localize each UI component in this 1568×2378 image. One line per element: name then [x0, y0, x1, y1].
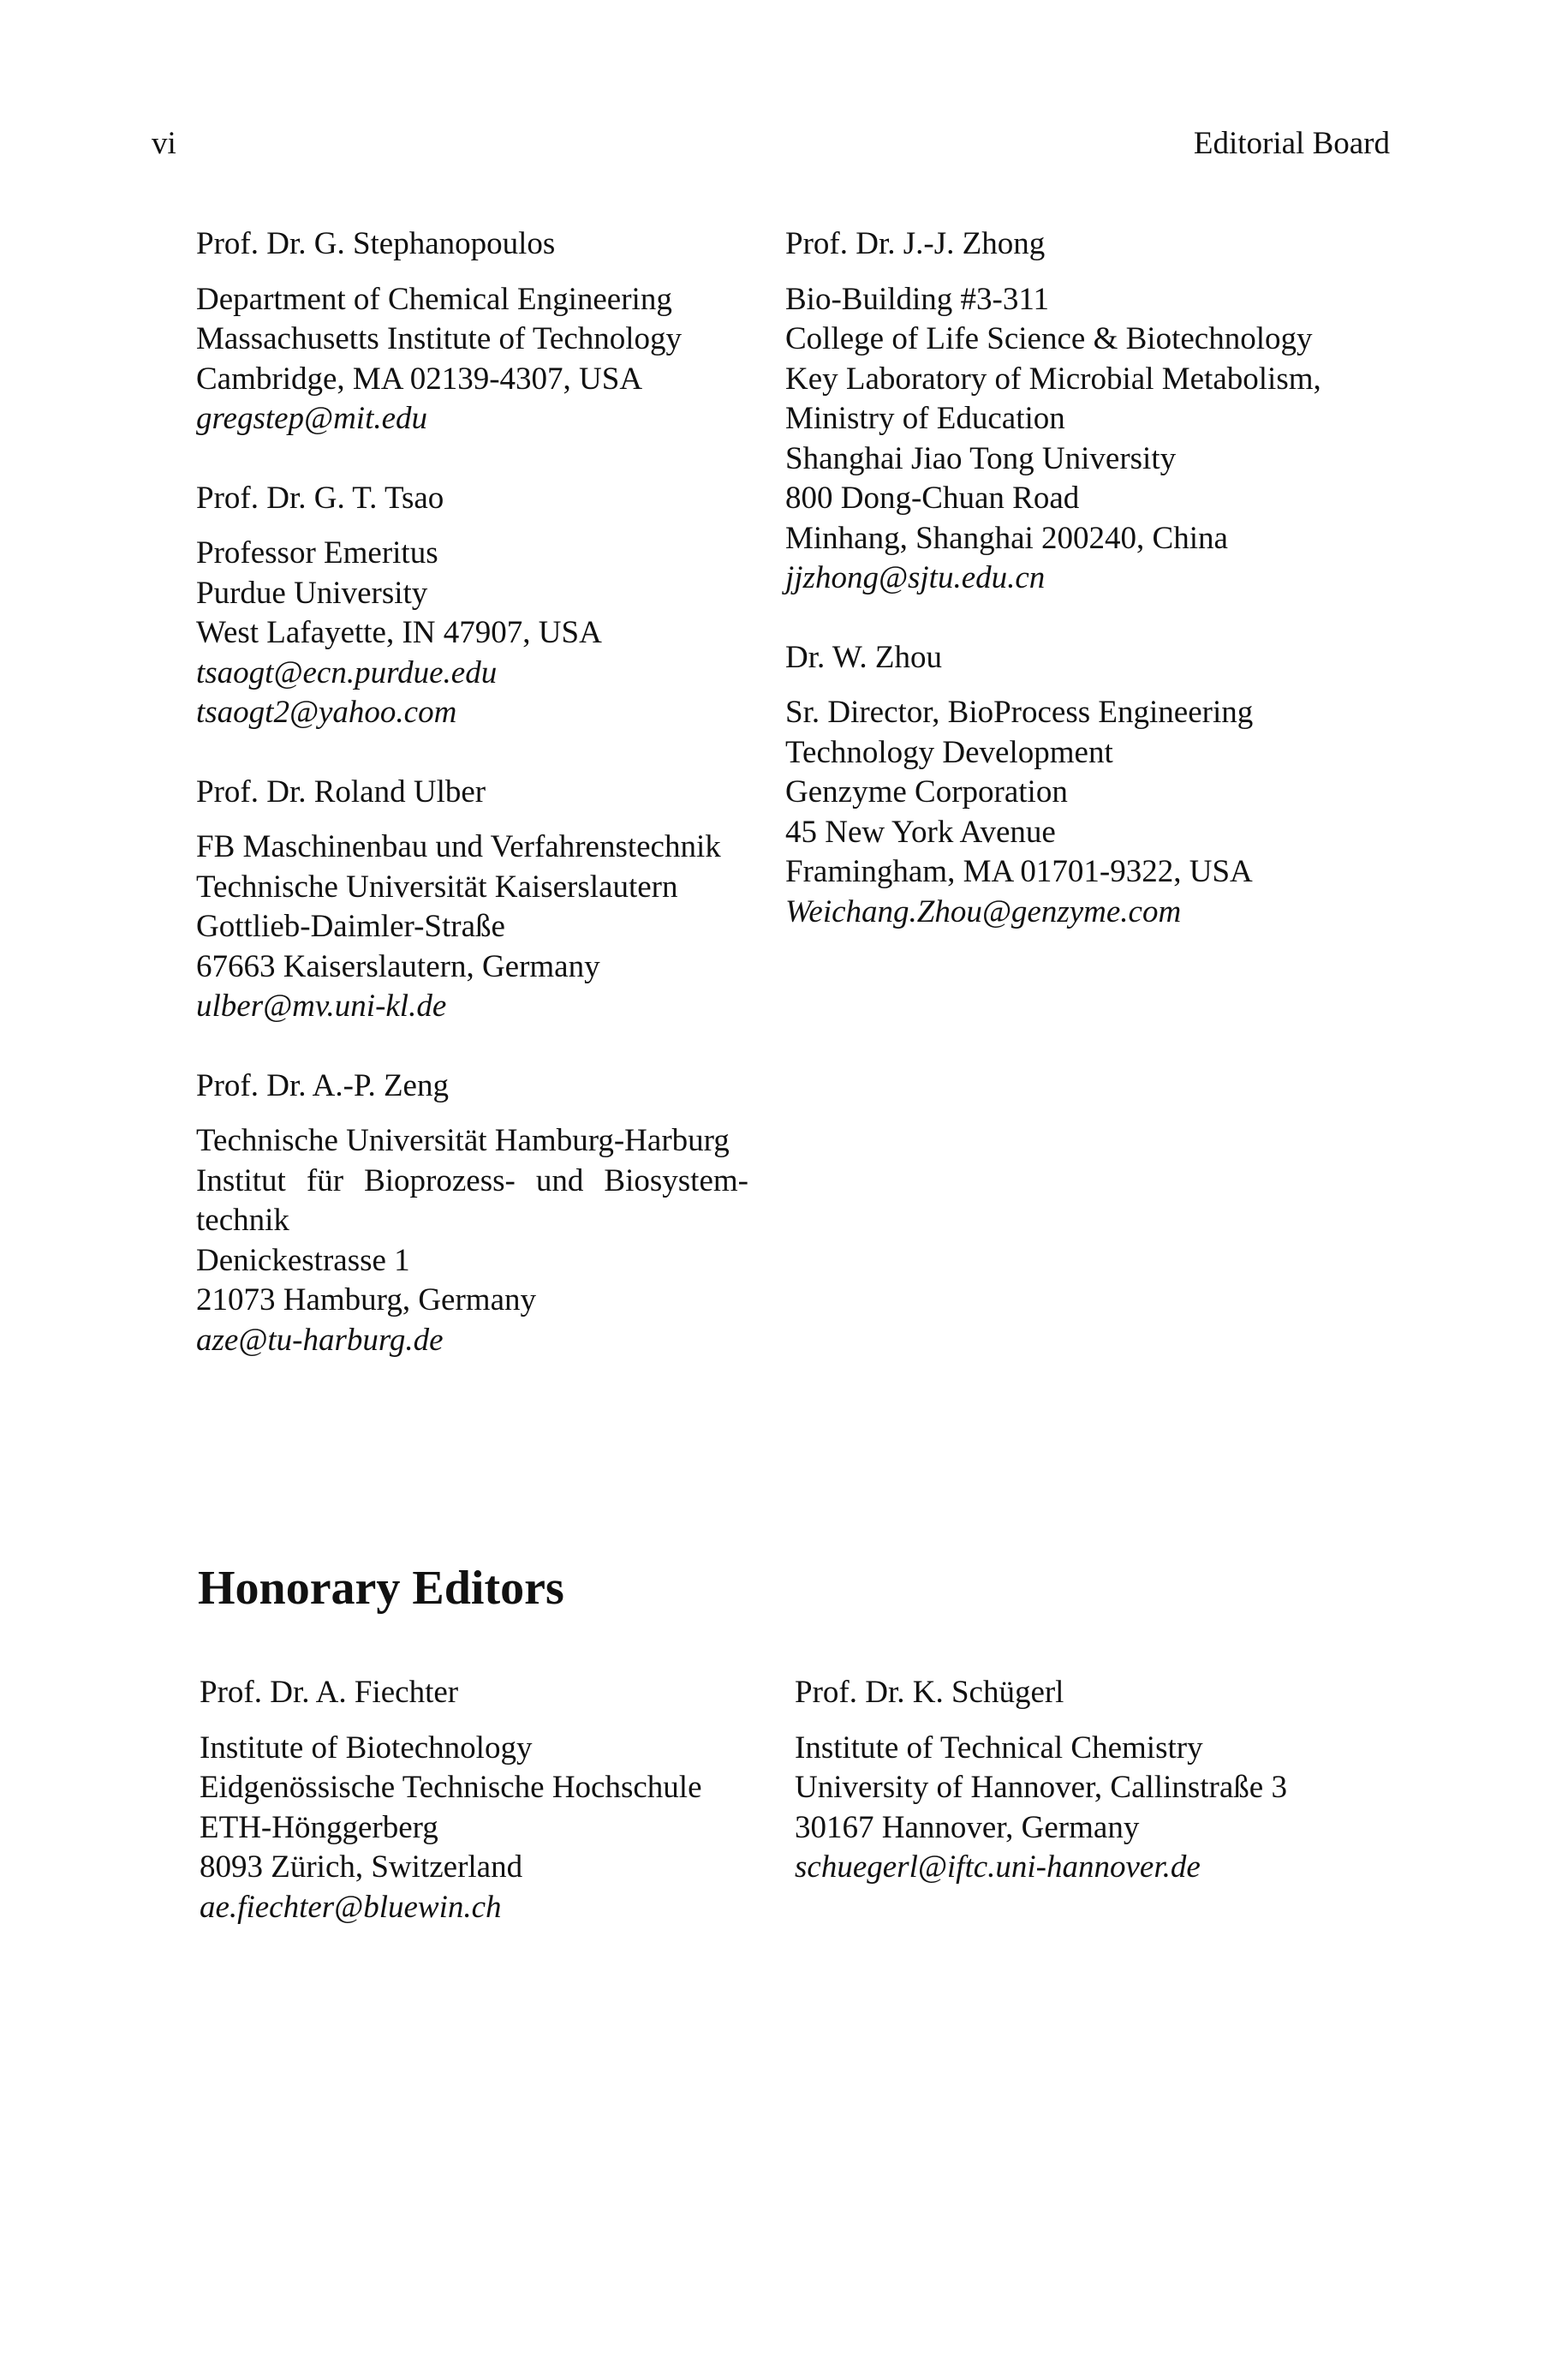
address-line: West Lafayette, IN 47907, USA — [196, 615, 602, 650]
address-line: 21073 Hamburg, Germany — [196, 1282, 536, 1317]
address-line: Purdue University — [196, 575, 428, 611]
address-line: ETH-Hönggerberg — [200, 1809, 438, 1845]
editor-name: Prof. Dr. A.-P. Zeng — [196, 1067, 449, 1103]
editor-column-right — [785, 224, 1402, 971]
address-line: Bio-Building #3-311 — [785, 281, 1049, 317]
section-title-honorary-editors: Honorary Editors — [198, 1562, 564, 1615]
email-link[interactable]: Weichang.Zhou@genzyme.com — [785, 893, 1182, 929]
editor-entry — [795, 1673, 1411, 1888]
address-line: Technische Universität Hamburg-Harburg — [196, 1123, 730, 1158]
address-line: 45 New York Avenue — [785, 814, 1056, 850]
editor-entry — [196, 1067, 778, 1361]
email-link[interactable]: aze@tu-harburg.de — [196, 1322, 444, 1358]
editor-name: Prof. Dr. J.-J. Zhong — [785, 226, 1046, 261]
address-line: Massachusetts Institute of Technology — [196, 321, 683, 356]
address-line: Gottlieb-Daimler-Straße — [196, 909, 505, 944]
editor-entry — [196, 479, 778, 733]
running-head: Editorial Board — [1193, 126, 1390, 161]
address-line: Department of Chemical Engineering — [196, 281, 672, 317]
page-number: vi — [152, 126, 176, 161]
address-line: Shanghai Jiao Tong University — [785, 440, 1177, 476]
editor-entry — [200, 1673, 782, 1927]
editor-entry — [785, 638, 1402, 933]
address-line: University of Hannover, Callinstraße 3 — [795, 1770, 1287, 1805]
email-link[interactable]: schuegerl@iftc.uni-hannover.de — [795, 1849, 1201, 1885]
editor-name: Prof. Dr. G. T. Tsao — [196, 480, 444, 516]
address-line: Technology Development — [785, 734, 1113, 770]
address-line: Sr. Director, BioProcess Engineering — [785, 695, 1254, 730]
address-line: Professor Emeritus — [196, 535, 438, 571]
editor-column-left — [196, 224, 778, 1400]
address-line: Eidgenössische Technische Hochschule — [200, 1770, 702, 1805]
address-line: Institute of Biotechnology — [200, 1730, 533, 1766]
editor-entry — [196, 773, 778, 1027]
address-line: College of Life Science & Biotechnology — [785, 321, 1313, 356]
address-line: Minhang, Shanghai 200240, China — [785, 520, 1228, 556]
address-line: Cambridge, MA 02139-4307, USA — [196, 361, 643, 397]
address-line: 800 Dong-Chuan Road — [785, 481, 1080, 516]
address-line: 8093 Zürich, Switzerland — [200, 1849, 523, 1885]
editor-name: Prof. Dr. A. Fiechter — [200, 1675, 459, 1710]
email-link[interactable]: tsaogt@ecn.purdue.edu — [196, 654, 498, 690]
address-line: FB Maschinenbau und Verfahrenstechnik — [196, 829, 721, 864]
editor-entry — [196, 224, 778, 439]
email-link[interactable]: jjzhong@sjtu.edu.cn — [785, 560, 1046, 595]
address-line: Framingham, MA 01701-9322, USA — [785, 854, 1253, 889]
editor-name: Dr. W. Zhou — [785, 639, 942, 675]
honorary-column-left — [200, 1673, 782, 1967]
address-line: Denickestrasse 1 — [196, 1242, 410, 1278]
address-line: Ministry of Education — [785, 401, 1065, 436]
address-line: 67663 Kaiserslautern, Germany — [196, 948, 600, 984]
address-line: technik — [196, 1203, 289, 1238]
editor-name: Prof. Dr. Roland Ulber — [196, 774, 486, 810]
email-link[interactable]: tsaogt2@yahoo.com — [196, 695, 457, 730]
editor-name: Prof. Dr. G. Stephanopoulos — [196, 226, 556, 261]
editor-name: Prof. Dr. K. Schügerl — [795, 1675, 1064, 1710]
address-line: Technische Universität Kaiserslautern — [196, 869, 678, 905]
honorary-column-right — [795, 1673, 1411, 1927]
email-link[interactable]: ae.fiechter@bluewin.ch — [200, 1889, 502, 1925]
address-line: Genzyme Corporation — [785, 774, 1068, 810]
email-link[interactable]: ulber@mv.uni-kl.de — [196, 989, 447, 1024]
address-line: Key Laboratory of Microbial Metabolism, — [785, 361, 1321, 397]
address-line: Institut für Bioprozess- und Biosystem- — [196, 1162, 748, 1198]
address-line: Institute of Technical Chemistry — [795, 1730, 1203, 1766]
editor-entry — [785, 224, 1402, 599]
address-line: 30167 Hannover, Germany — [795, 1809, 1140, 1845]
email-link[interactable]: gregstep@mit.edu — [196, 401, 428, 436]
